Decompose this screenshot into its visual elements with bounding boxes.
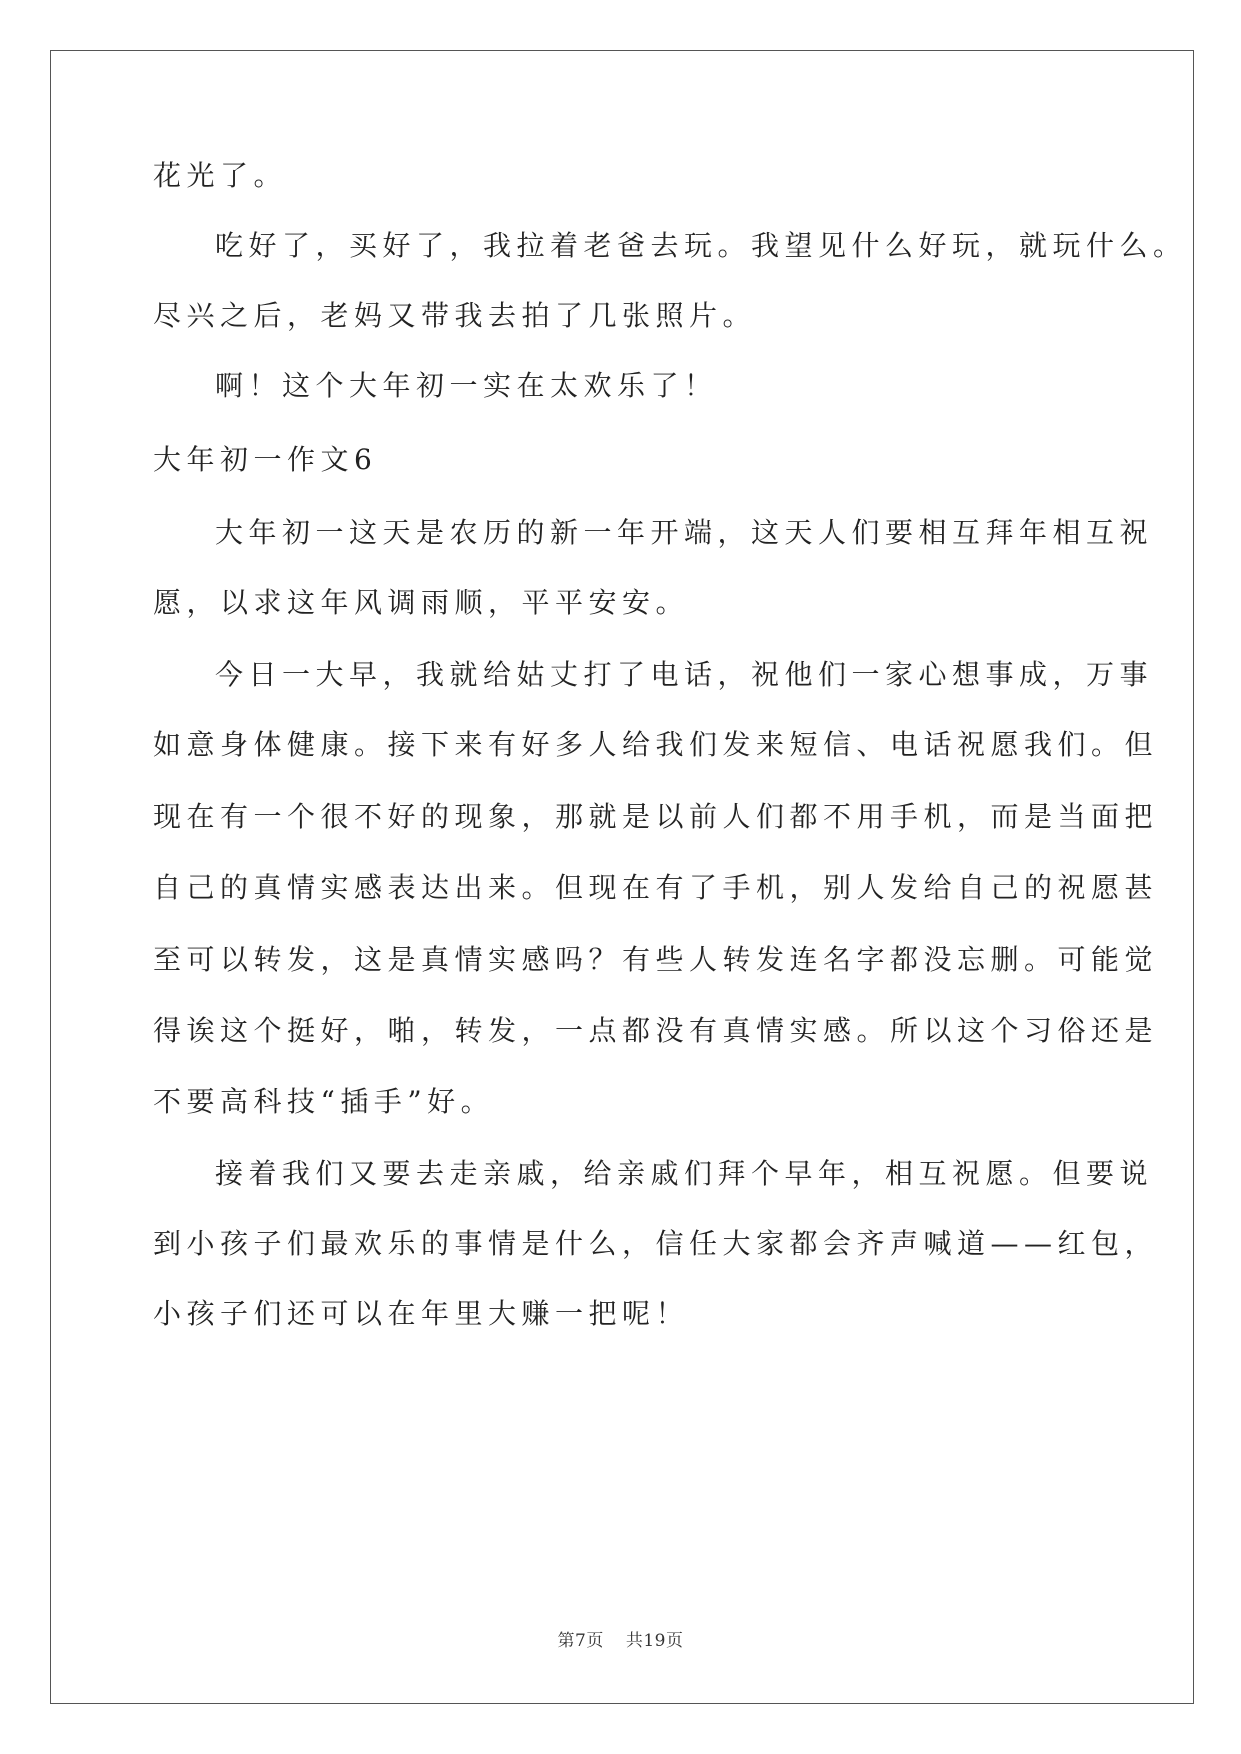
text-line: 现在有一个很不好的现象，那就是以前人们都不用手机，而是当面把 (153, 800, 1159, 833)
text-line: 如意身体健康。接下来有好多人给我们发来短信、电话祝愿我们。但 (153, 728, 1159, 761)
page-footer (0, 1626, 1241, 1651)
total-page-count: 共19页 (625, 1631, 684, 1651)
text-line: 得诶这个挺好，啪，转发，一点都没有真情实感。所以这个习俗还是 (153, 1014, 1159, 1047)
text-line: 尽兴之后，老妈又带我去拍了几张照片。 (153, 299, 757, 332)
paragraph-line: 今日一大早，我就给姑丈打了电话，祝他们一家心想事成，万事 (215, 658, 1154, 691)
text-line: 至可以转发，这是真情实感吗？有些人转发连名字都没忘删。可能觉 (153, 943, 1159, 976)
paragraph-line: 大年初一这天是农历的新一年开端，这天人们要相互拜年相互祝 (215, 516, 1154, 549)
text-line: 小孩子们还可以在年里大赚一把呢！ (153, 1297, 690, 1330)
text-line: 花光了。 (153, 159, 288, 192)
text-line: 不要高科技“插手”好。 (153, 1085, 495, 1118)
paragraph-line: 啊！这个大年初一实在太欢乐了！ (215, 369, 718, 402)
paragraph-line: 接着我们又要去走亲戚，给亲戚们拜个早年，相互祝愿。但要说 (215, 1157, 1154, 1190)
paragraph-line: 吃好了，买好了，我拉着老爸去玩。我望见什么好玩，就玩什么。 (215, 229, 1187, 262)
text-line: 愿，以求这年风调雨顺，平平安安。 (153, 586, 690, 619)
text-line: 自己的真情实感表达出来。但现在有了手机，别人发给自己的祝愿甚 (153, 871, 1159, 904)
current-page-number: 第7页 (557, 1631, 604, 1651)
text-line: 到小孩子们最欢乐的事情是什么，信任大家都会齐声喊道——红包， (153, 1227, 1159, 1260)
section-heading: 大年初一作文6 (153, 443, 378, 476)
